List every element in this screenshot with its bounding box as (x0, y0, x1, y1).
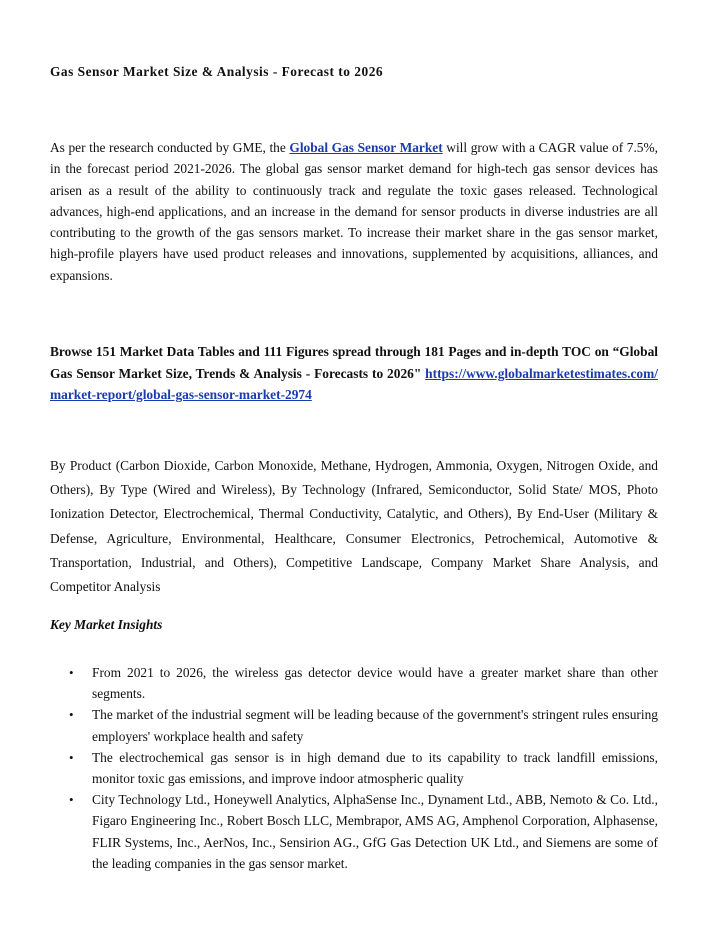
list-item-text: City Technology Ltd., Honeywell Analytics, AlphaSense Inc., Dynament Ltd., ABB, Nemoto & Co. Ltd., Figaro Engineering Inc., Robert Bosch LLC, Membrapor, AMS AG, Amphenol Corporation, Alphasense, FLIR Systems, Inc., AerNos, Inc., Sensirion AG., GfG Gas Detection UK Ltd., and Siemens are some of the leading companies in the gas sensor market. (92, 792, 658, 871)
key-market-insights-heading: Key Market Insights (50, 617, 163, 632)
list-item (50, 662, 658, 704)
bullet-icon: • (69, 665, 74, 680)
global-gas-sensor-market-link[interactable]: Global Gas Sensor Market (289, 140, 443, 155)
browse-paragraph (50, 341, 658, 406)
segmentation-paragraph: By Product (Carbon Dioxide, Carbon Monoxide, Methane, Hydrogen, Ammonia, Oxygen, Nitrogen Oxide, and Others), By Type (Wired and Wireless), By Technology (Infrared, Semiconductor, Solid State/ MOS, Photo Ionization Detector, Electrochemical, Thermal Conductivity, Catalytic, and Others), By End-User (Military & Defense, Agriculture, Environmental, Healthcare, Consumer Electronics, Petrochemical, Automotive & Transportation, Industrial, and Others), Competitive Landscape, Company Market Share Analysis, and Competitor Analysis (50, 458, 658, 595)
bullet-icon: • (69, 792, 74, 808)
bullet-icon: • (69, 749, 74, 765)
list-item-text: The electrochemical gas sensor is in high demand due to its capability to track landfill emissions, monitor toxic gas emissions, and improve indoor atmospheric quality (92, 749, 658, 787)
list-item-text: The market of the industrial segment will be leading because of the government's stringent rules ensuring employers' workplace health and safety (92, 707, 658, 744)
key-insights-list (50, 662, 658, 874)
list-item (50, 704, 658, 746)
intro-paragraph (50, 137, 658, 286)
bullet-icon: • (69, 707, 74, 723)
list-item (50, 789, 658, 874)
list-item-text: From 2021 to 2026, the wireless gas detector device would have a greater market share than other segments. (92, 665, 658, 702)
list-item (50, 747, 658, 789)
document-title: Gas Sensor Market Size & Analysis - Forecast to 2026 (50, 64, 384, 79)
intro-text-before-link: As per the research conducted by GME, the (50, 140, 290, 155)
report-url-link[interactable]: https://www.globalmarketestimates.com/market-report/global-gas-sensor-market-2974 (50, 365, 658, 402)
intro-text-after-link: will grow with a CAGR value of 7.5%, in the forecast period 2021-2026. The global gas sensor market demand for high-tech gas sensor devices has arisen as a result of the ability to continuously track and regulate the toxic gases released. Technological advances, high-end applications, and an increase in the demand for sensor products in diverse industries are all contributing to the growth of the gas sensors market. To increase their market share in the gas sensor market, high-profile players have used product releases and innovations, supplemented by acquisitions, alliances, and expansions. (50, 140, 658, 283)
browse-text: Browse 151 Market Data Tables and 111 Figures spread through 181 Pages and in-depth TOC on “Global Gas Sensor Market Size, Trends & Analysis - Forecasts to 2026" (50, 344, 658, 381)
